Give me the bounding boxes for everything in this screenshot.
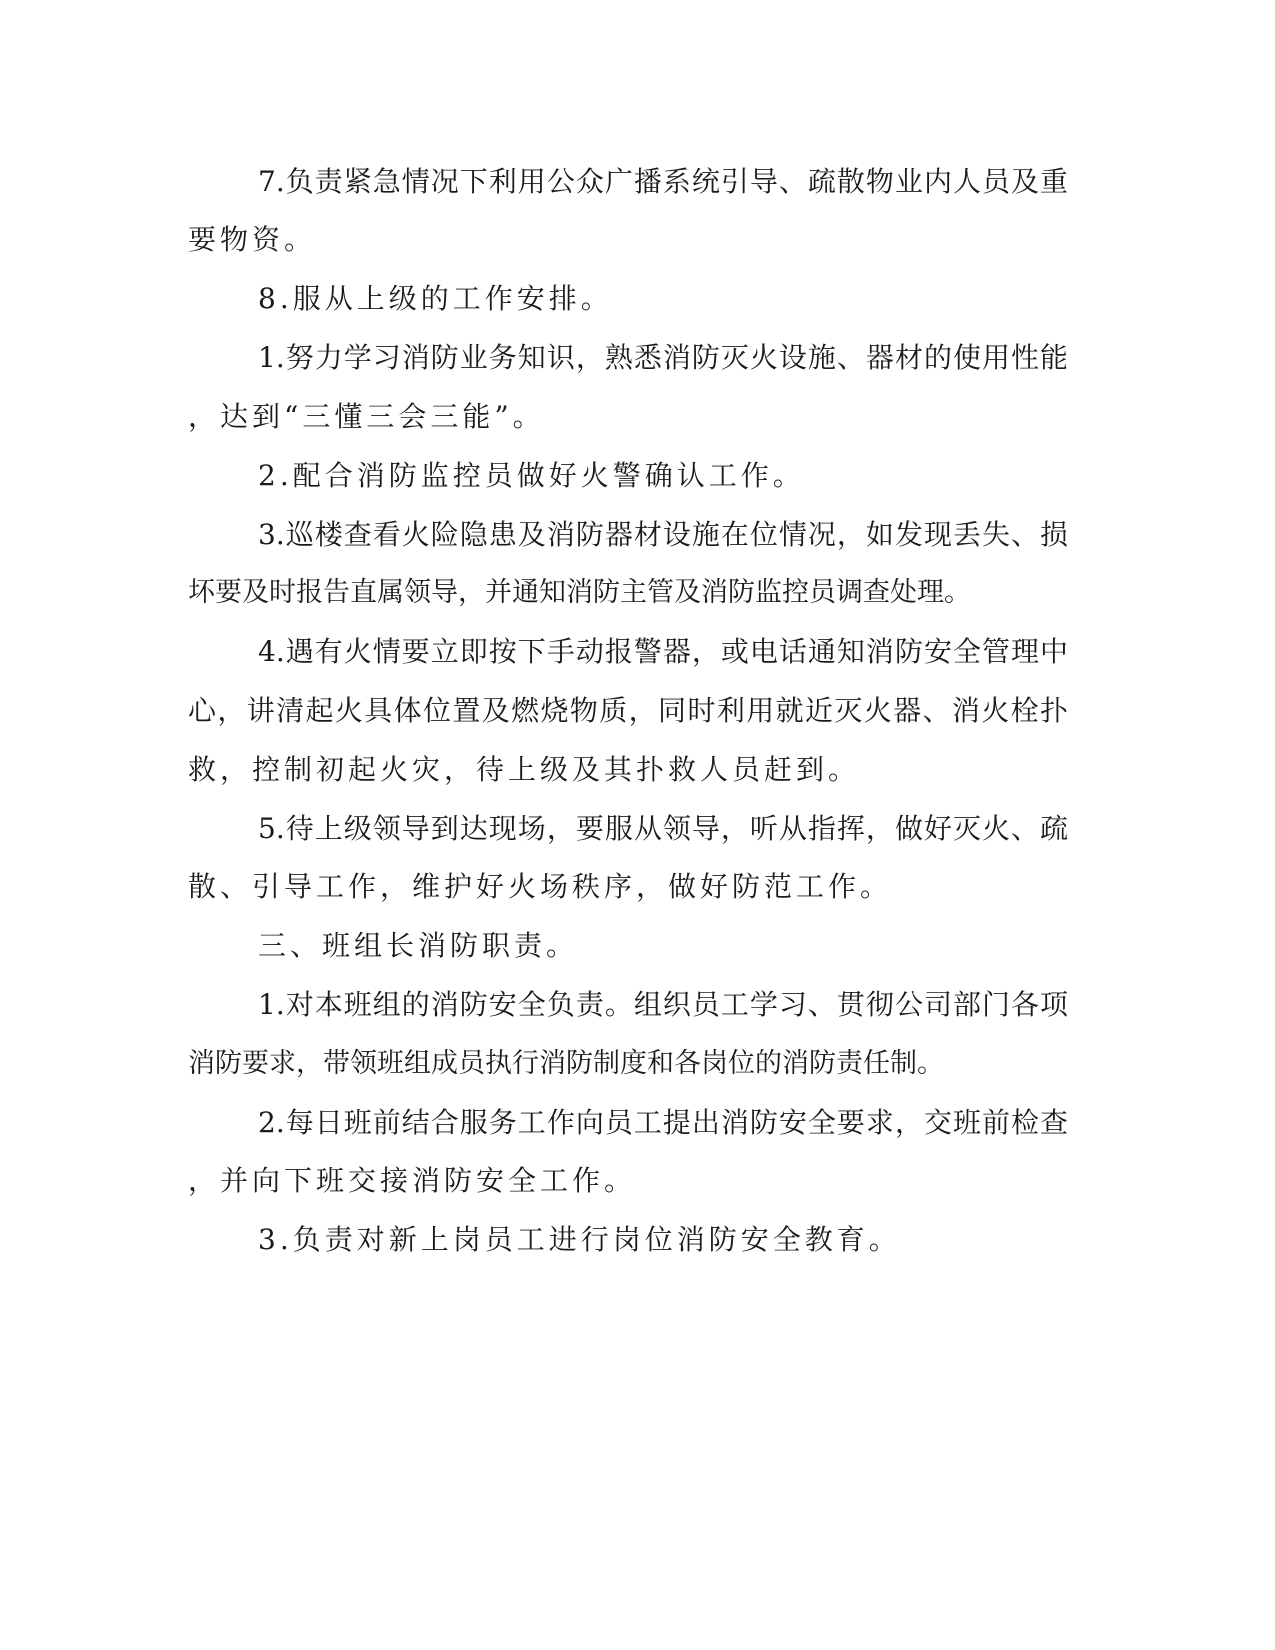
section-heading: 三、班组长消防职责。 bbox=[258, 929, 579, 962]
text-line: 3.巡楼查看火险隐患及消防器材设施在位情况，如发现丢失、损 bbox=[258, 518, 1068, 551]
text-line: 要物资。 bbox=[188, 223, 317, 256]
text-line: 7.负责紧急情况下利用公众广播系统引导、疏散物业内人员及重 bbox=[258, 165, 1068, 198]
text-line: 1.努力学习消防业务知识，熟悉消防灭火设施、器材的使用性能 bbox=[258, 341, 1068, 374]
text-line: 坏要及时报告直属领导，并通知消防主管及消防监控员调查处理。 bbox=[188, 577, 971, 608]
text-line: 5.待上级领导到达现场，要服从领导，听从指挥，做好灭火、疏 bbox=[258, 812, 1068, 845]
text-line: 散、引导工作，维护好火场秩序，做好防范工作。 bbox=[188, 870, 893, 903]
text-line: ，达到“三懂三会三能”。 bbox=[188, 400, 545, 433]
text-line: 4.遇有火情要立即按下手动报警器，或电话通知消防安全管理中 bbox=[258, 635, 1068, 668]
text-line: 2.配合消防监控员做好火警确认工作。 bbox=[258, 459, 805, 492]
text-line: 1.对本班组的消防安全负责。组织员工学习、贯彻公司部门各项 bbox=[258, 988, 1068, 1021]
text-line: 2.每日班前结合服务工作向员工提出消防安全要求，交班前检查 bbox=[258, 1106, 1068, 1139]
text-line: 8.服从上级的工作安排。 bbox=[258, 282, 613, 315]
text-line: 救，控制初起火灾，待上级及其扑救人员赶到。 bbox=[188, 753, 861, 786]
text-line: 3.负责对新上岗员工进行岗位消防安全教育。 bbox=[258, 1223, 901, 1256]
text-line: 消防要求，带领班组成员执行消防制度和各岗位的消防责任制。 bbox=[188, 1048, 944, 1079]
text-line: 心，讲清起火具体位置及燃烧物质，同时利用就近灭火器、消火栓扑 bbox=[188, 694, 1068, 727]
text-line: ，并向下班交接消防安全工作。 bbox=[188, 1164, 637, 1197]
